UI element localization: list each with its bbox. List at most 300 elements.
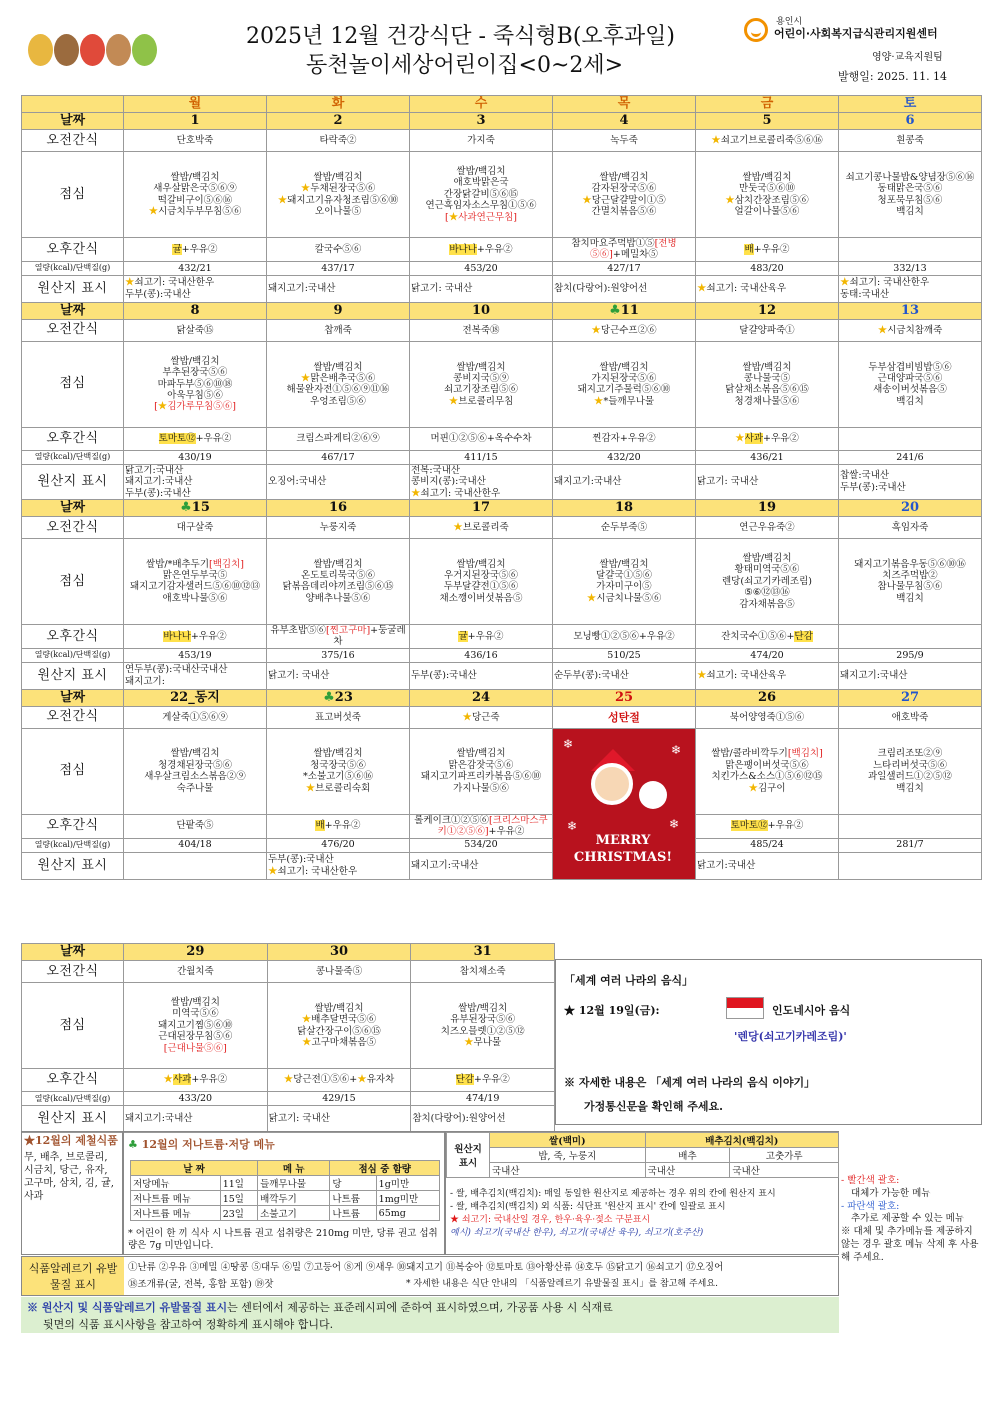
am-snack-cell: ★시금치참깨죽 xyxy=(839,319,982,341)
kcal-label: 열량(kcal)/단백질(g) xyxy=(22,1092,124,1106)
kcal-cell: 427/17 xyxy=(553,261,696,275)
pm-snack-cell: ★사과+우유② xyxy=(696,427,839,450)
lunch-cell: 쌀밥/백김치 유부된장국⑤⑥ 치즈오믈렛①②⑤⑫ ★무나물 xyxy=(411,983,555,1069)
menu-calendar-week5 xyxy=(21,943,555,1133)
date-cell: 24 xyxy=(410,689,553,706)
lunch-cell: 쌀밥/백김치 ★맑은배추국⑤⑥ 해물완자전①⑤⑥⑨⑪⑯ 우엉조림⑤⑥ xyxy=(267,341,410,427)
pm-snack-label: 오후간식 xyxy=(22,1069,124,1092)
allergy-note: * 자세한 내용은 식단 안내의 「식품알레르기 유발물질 표시」를 참고해 주세요. xyxy=(406,1279,718,1289)
kcal-label: 열량(kcal)/단백질(g) xyxy=(22,450,124,464)
date-cell: 13 xyxy=(839,302,982,319)
indonesia-flag-icon xyxy=(726,997,764,1019)
date-cell: 18 xyxy=(553,499,696,516)
star-icon: ★ xyxy=(301,1036,312,1048)
legend-red-desc: 대체가 가능한 메뉴 xyxy=(851,1187,931,1199)
origin-cell: 연두부(콩):국내산국내산 돼지고기: xyxy=(124,662,267,689)
am-snack-cell: 누룽지죽 xyxy=(267,516,410,538)
col-amount: 점심 중 함량 xyxy=(330,1161,440,1176)
am-snack-cell: ★쇠고기브로콜리죽⑤⑥⑯ xyxy=(696,130,839,152)
kcal-cell: 467/17 xyxy=(267,450,410,464)
legend-blue-label: - 파란색 괄호: xyxy=(841,1200,900,1212)
table-row xyxy=(131,1206,440,1221)
pm-snack-cell: 잔치국수①⑤⑥+단감 xyxy=(696,624,839,648)
cell: 15일 xyxy=(220,1191,257,1206)
pm-snack-cell: ★당근전①⑤⑥+★유자차 xyxy=(267,1069,411,1092)
footer-bold: ※ 원산지 및 식품알레르기 유발물질 표시 xyxy=(27,1301,228,1314)
footer-text: 는 센터에서 제공하는 표준레시피에 준하여 표시하였으며, 가공품 사용 시 식재료 xyxy=(227,1301,613,1314)
legend-note: ※ 대체 및 추가메뉴를 제공하지 않는 경우 괄호 메뉴 삭제 후 사용해 주세요. xyxy=(841,1226,979,1263)
allergy-box xyxy=(21,1256,839,1296)
am-snack-cell: 북어양영죽①⑤⑥ xyxy=(696,706,839,728)
origin-cell: 닭고기: 국내산 xyxy=(696,464,839,499)
kcal-cell: 474/20 xyxy=(696,648,839,662)
star-icon: ★ xyxy=(840,277,850,289)
am-snack-cell: ★당근수프②⑥ xyxy=(553,319,696,341)
footer-note xyxy=(21,1297,839,1333)
pm-snack-cell: 칼국수⑤⑥ xyxy=(267,238,410,262)
origin-cell: 순두부(콩):국내산 xyxy=(553,662,696,689)
star-icon: ★ xyxy=(464,1036,474,1048)
origin-cell: 찹쌀:국내산 두부(콩):국내산 xyxy=(839,464,982,499)
date-cell: ♣23 xyxy=(267,689,410,706)
world-food-date: ★ 12월 19일(금): xyxy=(564,1004,660,1017)
lunch-cell: 크림리조또②⑨ 느타리버섯국⑤⑥ 과일샐러드①②⑤⑫ 백김치 xyxy=(839,728,982,814)
mascot-icon xyxy=(28,34,53,66)
am-snack-cell: 단호박죽 xyxy=(124,130,267,152)
lunch-label: 점심 xyxy=(22,538,124,624)
snowflake-icon: ❄ xyxy=(671,742,682,757)
am-snack-label: 오전간식 xyxy=(22,130,124,152)
star-icon: ★ xyxy=(448,211,459,223)
date-label: 날짜 xyxy=(22,944,124,961)
am-snack-label: 오전간식 xyxy=(22,706,124,728)
lunch-cell: 쌀밥/백김치 애호박맑은국 간장닭갈비⑤⑥⑮ 연근흑임자소스무침①⑤⑥ [★사과연근무침] xyxy=(410,152,553,238)
star-icon: ★ xyxy=(697,283,707,295)
kcal-cell: 476/20 xyxy=(267,838,410,852)
date-cell: 1 xyxy=(124,113,267,130)
lunch-label: 점심 xyxy=(22,152,124,238)
date-cell: 5 xyxy=(696,113,839,130)
star-icon: ★ xyxy=(277,194,288,206)
date-cell: 22_동지 xyxy=(124,689,267,706)
kcal-cell: 281/7 xyxy=(839,838,982,852)
legend-blue-desc: 추가로 제공할 수 있는 메뉴 xyxy=(851,1213,965,1225)
am-snack-cell: 흑임자죽 xyxy=(839,516,982,538)
page-title: 2025년 12월 건강식단 - 죽식형B(오후과일) xyxy=(246,24,675,49)
am-snack-cell: 찹깨죽 xyxy=(267,319,410,341)
holiday-label: 성탄절 xyxy=(553,706,696,728)
kcal-cell: 432/20 xyxy=(553,450,696,464)
origin-cell: 두부(콩):국내산 xyxy=(410,662,553,689)
pm-snack-cell: 귤+우유② xyxy=(410,624,553,648)
low-sodium-note: * 어린이 한 끼 식사 시 나트륨 권고 섭취량은 210mg 미만, 당류 권고 섭취량은 7g 미만입니다. xyxy=(128,1228,438,1252)
lunch-label: 점심 xyxy=(22,983,124,1069)
star-icon: ★ xyxy=(593,395,604,407)
origin-cell: 돼지고기:국내산 xyxy=(553,464,696,499)
kcal-cell: 453/19 xyxy=(124,648,267,662)
star-icon: ★ xyxy=(305,782,316,794)
allergy-list: ①난류 ②우유 ③메밀 ④땅콩 ⑤대두 ⑥밀 ⑦고등어 ⑧게 ⑨새우 ⑩돼지고기 ⑪복숭아 ⑫토마토 ⑬아황산류 ⑭호두 ⑮닭고기 ⑯쇠고기 ⑰오징어 xyxy=(128,1262,724,1273)
lunch-cell: 두부삼겹비빔밥⑤⑥ 근대양파국⑤⑥ 새송이버섯볶음⑤ 백김치 xyxy=(839,341,982,427)
col-date: 날 짜 xyxy=(131,1161,258,1176)
am-snack-cell: 순두부죽⑤ xyxy=(553,516,696,538)
christmas-text xyxy=(553,833,693,867)
lunch-cell: 쌀밥/콜라비깍두기[백김치] 맑은팽이버섯국⑤⑥ 치킨가스&소스①⑤⑥⑫⑮ ★김구이 xyxy=(696,728,839,814)
cell: 11일 xyxy=(220,1176,257,1191)
am-snack-cell: 대구살죽 xyxy=(124,516,267,538)
am-snack-cell: 전복죽⑱ xyxy=(410,319,553,341)
am-snack-cell: 닭살죽⑮ xyxy=(124,319,267,341)
date-cell: 6 xyxy=(839,113,982,130)
origin-cell: 돼지고기:국내산 xyxy=(267,275,410,302)
origin-note: ★ 쇠고기: 국내산일 경우, 한우·육우·젖소 구분표시 xyxy=(450,1215,651,1226)
pm-snack-cell: 배+우유② xyxy=(267,814,410,838)
low-sodium-title xyxy=(128,1136,275,1152)
pm-snack-cell xyxy=(839,814,982,838)
mascot-icon xyxy=(106,34,131,66)
origin-cell: 오징어:국내산 xyxy=(267,464,410,499)
lunch-cell: 쌀밥/백김치 온도토리묵국⑤⑥ 닭볶음데리야끼조림⑤⑥⑮ 양배추나물⑤⑥ xyxy=(267,538,410,624)
star-icon: ★ xyxy=(697,670,707,682)
footer-text-2: 뒷면의 식품 표시사항을 참고하여 정확하게 표시해야 합니다. xyxy=(43,1317,334,1331)
kcal-cell: 485/24 xyxy=(696,838,839,852)
pm-snack-cell xyxy=(839,238,982,262)
table-row xyxy=(131,1191,440,1206)
menu-calendar xyxy=(21,95,982,880)
kcal-cell: 436/16 xyxy=(410,648,553,662)
pm-snack-cell: 단감+우유② xyxy=(411,1069,555,1092)
lunch-cell: 쌀밥/백김치 황태미역국⑤⑥ 렌당(쇠고기카레조림) ⑤⑥⑫⑬⑯ 감자채볶음⑤ xyxy=(696,538,839,624)
pm-snack-cell: 단팥죽⑤ xyxy=(124,814,267,838)
kcal-cell: 375/16 xyxy=(267,648,410,662)
mascot-icon xyxy=(132,34,157,66)
star-icon: ★ xyxy=(357,1074,367,1086)
snowflake-icon: ❄ xyxy=(563,736,574,751)
weekday-2: 수 xyxy=(410,96,553,113)
kcal-cell: 404/18 xyxy=(124,838,267,852)
origin-info-box xyxy=(445,1131,839,1255)
date-label: 날짜 xyxy=(22,113,124,130)
am-snack-cell: 연근우유죽② xyxy=(696,516,839,538)
origin-cell: 전복:국내산 콩비지(콩):국내산 ★쇠고기: 국내산한우 xyxy=(410,464,553,499)
lunch-cell: 쌀밥/백김치 청국장국⑤⑥ *소불고기⑤⑥⑯ ★브로콜리숙회 xyxy=(267,728,410,814)
cell: 고춧가루 xyxy=(730,1148,839,1163)
star-icon: ★ xyxy=(582,194,592,206)
world-food-title: 「세계 여러 나라의 음식」 xyxy=(564,974,694,987)
am-snack-label: 오전간식 xyxy=(22,961,124,983)
pm-snack-cell: 바나나+우유② xyxy=(124,624,267,648)
weekday-5: 토 xyxy=(839,96,982,113)
header xyxy=(0,0,992,94)
origin-cell: ★쇠고기: 국내산육우 xyxy=(696,275,839,302)
org-name: 어린이·사회복지급식관리지원센터 xyxy=(774,27,938,40)
pm-snack-cell xyxy=(839,624,982,648)
origin-cell: 닭고기: 국내산 xyxy=(267,1106,411,1133)
origin-cell: 두부(콩):국내산 ★쇠고기: 국내산한우 xyxy=(267,852,410,879)
santa-icon xyxy=(591,763,633,805)
star-icon: ★ xyxy=(411,487,421,499)
center-name: 동천놀이세상어린이집<0~2세> xyxy=(306,53,624,78)
world-food-box xyxy=(555,959,982,1125)
kcal-cell: 411/15 xyxy=(410,450,553,464)
date-cell: 3 xyxy=(410,113,553,130)
cell: 나트륨 xyxy=(330,1206,376,1221)
cell: 23일 xyxy=(220,1206,257,1221)
star-icon: ★ xyxy=(268,865,278,877)
org-team: 영양·교육지원팀 xyxy=(872,52,943,63)
date-cell: 27 xyxy=(839,689,982,706)
star-icon: ★ xyxy=(448,395,459,407)
date-label: 날짜 xyxy=(22,302,124,319)
pm-snack-cell: 바나나+우유② xyxy=(410,238,553,262)
seasonal-items: 무, 배추, 브로콜리, 시금치, 당근, 유자, 고구마, 삼치, 김, 귤, 사과 xyxy=(24,1152,114,1203)
cell: 나트륨 xyxy=(330,1191,376,1206)
kcal-cell: 429/15 xyxy=(267,1092,411,1106)
date-cell: 30 xyxy=(267,944,411,961)
pm-snack-cell: 유부초밥⑤⑥[찐고구마]+둥굴레차 xyxy=(267,624,410,648)
star-icon: ★ xyxy=(283,1074,294,1086)
star-icon: ★ xyxy=(735,433,745,445)
kcal-label: 열량(kcal)/단백질(g) xyxy=(22,838,124,852)
weekday-0: 월 xyxy=(124,96,267,113)
star-icon: ★ xyxy=(453,521,463,533)
date-cell: 17 xyxy=(410,499,553,516)
date-cell: 12 xyxy=(696,302,839,319)
star-icon: ★ xyxy=(301,1014,312,1026)
origin-cell: 돼지고기:국내산 xyxy=(839,662,982,689)
origin-label: 원산지 표시 xyxy=(22,662,124,689)
star-icon: ★ xyxy=(591,324,601,336)
christmas-card xyxy=(553,728,696,879)
seasonal-food-box xyxy=(21,1131,123,1255)
pm-snack-cell: 귤+우유② xyxy=(124,238,267,262)
pm-snack-label: 오후간식 xyxy=(22,427,124,450)
date-cell: 19 xyxy=(696,499,839,516)
world-food-note2: 가정통신문을 확인해 주세요. xyxy=(584,1100,723,1113)
origin-cell: 닭고기:국내산 돼지고기:국내산 두부(콩):국내산 xyxy=(124,464,267,499)
cell: 65mg xyxy=(376,1206,439,1221)
pm-snack-cell: 찐감자+우유② xyxy=(553,427,696,450)
star-icon: ★ xyxy=(586,592,597,604)
weekday-1: 화 xyxy=(267,96,410,113)
snowman-icon xyxy=(639,781,667,809)
kcal-cell: 510/25 xyxy=(553,648,696,662)
date-cell: 9 xyxy=(267,302,410,319)
pm-snack-cell: ★사과+우유② xyxy=(124,1069,268,1092)
cell: 국내산 xyxy=(730,1163,839,1178)
cell: 국내산 xyxy=(490,1163,646,1178)
cell: 국내산 xyxy=(645,1163,730,1178)
star-icon: ★ xyxy=(163,1074,173,1086)
origin-cell: 닭고기: 국내산 xyxy=(410,275,553,302)
lunch-cell: 쌀밥/백김치 미역국⑤⑥ 돼지고기찜⑤⑥⑩ 근대된장무침⑤⑥ [근대나물⑤⑥] xyxy=(124,983,268,1069)
world-food-country: 인도네시아 음식 xyxy=(772,1004,851,1017)
lunch-cell: 쌀밥/백김치 가지된장국⑤⑥ 돼지고기주물럭⑤⑥⑩ ★*들깨무나물 xyxy=(553,341,696,427)
cell: 1mg미만 xyxy=(376,1191,439,1206)
star-icon: ★ xyxy=(462,711,472,723)
origin-cell: 참치(다랑어):원양어선 xyxy=(411,1106,555,1133)
low-sodium-box xyxy=(123,1131,445,1255)
date-cell: 29 xyxy=(124,944,268,961)
date-cell: 20 xyxy=(839,499,982,516)
lunch-cell: 쌀밥/백김치 콩비지국⑤⑨ 쇠고기장조림⑤⑥ ★브로콜리무침 xyxy=(410,341,553,427)
pm-snack-label: 오후간식 xyxy=(22,814,124,838)
kcal-cell: 453/20 xyxy=(410,261,553,275)
christmas-text-1: MERRY xyxy=(595,832,651,848)
col-menu: 메 뉴 xyxy=(258,1161,330,1176)
org-logo-icon xyxy=(744,18,768,42)
am-snack-label: 오전간식 xyxy=(22,319,124,341)
pm-snack-label: 오후간식 xyxy=(22,238,124,262)
cell: 배추 xyxy=(645,1148,730,1163)
origin-example: 예시) 쇠고기(국내산 한우), 쇠고기(국내산 육우), 쇠고기(호주산) xyxy=(450,1228,704,1239)
cell: 밥, 죽, 누룽지 xyxy=(490,1148,646,1163)
origin-cell: ★쇠고기: 국내산육우 xyxy=(696,662,839,689)
pm-snack-cell: 크림스파게티②⑥⑨ xyxy=(267,427,410,450)
cell: 배깍두기 xyxy=(258,1191,330,1206)
star-icon: ★ xyxy=(725,194,735,206)
rice-header: 쌀(백미) xyxy=(490,1133,646,1148)
origin-label: 원산지 표시 xyxy=(22,275,124,302)
date-cell: 10 xyxy=(410,302,553,319)
date-cell: 31 xyxy=(411,944,555,961)
lunch-cell: 돼지고기볶음우동⑤⑥⑩⑯ 치즈주먹밥② 참나물무침⑤⑥ 백김치 xyxy=(839,538,982,624)
am-snack-cell: 게살죽①⑤⑥⑨ xyxy=(124,706,267,728)
snowflake-icon: ❄ xyxy=(567,818,578,833)
mascot-icon xyxy=(80,34,105,66)
lunch-cell: 쌀밥/백김치 ★두채된장국⑤⑥ ★돼지고기유자청조림⑤⑥⑩ 오이나물⑤ xyxy=(267,152,410,238)
clover-icon: ♣ xyxy=(180,500,192,516)
clover-icon: ♣ xyxy=(128,1138,138,1151)
lunch-cell: 쌀밥/백김치 콩나물국⑤ 닭살채소볶음⑤⑥⑮ 청경채나물⑤⑥ xyxy=(696,341,839,427)
am-snack-cell: 콩나물죽⑤ xyxy=(267,961,411,983)
am-snack-cell: 가지죽 xyxy=(410,130,553,152)
origin-cell xyxy=(124,852,267,879)
origin-cell: 닭고기: 국내산 xyxy=(267,662,410,689)
date-cell: ♣11 xyxy=(553,302,696,319)
am-snack-label: 오전간식 xyxy=(22,516,124,538)
seasonal-title: ★12월의 제철식품 xyxy=(24,1134,118,1147)
am-snack-cell: 표고버섯죽 xyxy=(267,706,410,728)
date-cell: 26 xyxy=(696,689,839,706)
kcal-cell: 432/21 xyxy=(124,261,267,275)
kcal-label: 열량(kcal)/단백질(g) xyxy=(22,261,124,275)
pm-snack-cell: 참치마요주먹밥①⑤[전병⑤⑥]+메밀차⑤ xyxy=(553,238,696,262)
kcal-cell: 437/17 xyxy=(267,261,410,275)
origin-cell: 돼지고기:국내산 xyxy=(124,1106,268,1133)
kcal-cell: 241/6 xyxy=(839,450,982,464)
kcal-cell: 430/19 xyxy=(124,450,267,464)
date-cell: 25 xyxy=(553,689,696,706)
am-snack-cell: 달걀양파죽① xyxy=(696,319,839,341)
origin-table xyxy=(446,1132,839,1178)
date-cell: 8 xyxy=(124,302,267,319)
kcal-cell: 332/13 xyxy=(839,261,982,275)
origin-cell: 참치(다랑어):원양어선 xyxy=(553,275,696,302)
lunch-cell: 쌀밥/백김치 달걀국①⑤⑥ 가자미구이⑤ ★시금치나물⑤⑥ xyxy=(553,538,696,624)
cell: 소불고기 xyxy=(258,1206,330,1221)
am-snack-cell: ★당근죽 xyxy=(410,706,553,728)
lunch-cell: 쌀밥/백김치 감자된장국⑤⑥ ★당근달걀말이①⑤ 간멸치볶음⑤⑥ xyxy=(553,152,696,238)
am-snack-cell: 흰콩죽 xyxy=(839,130,982,152)
origin-label: 원산지 표시 xyxy=(22,464,124,499)
issue-date: 발행일: 2025. 11. 14 xyxy=(838,70,948,83)
star-icon: ★ xyxy=(711,134,721,146)
date-label: 날짜 xyxy=(22,499,124,516)
origin-note: - 쌀, 배추김치(백김치) 외 식품: 식단표 '원산지 표시' 칸에 일괄로 표시 xyxy=(450,1202,726,1213)
cell: 당 xyxy=(330,1176,376,1191)
world-food-dish: '렌당(쇠고기카레조림)' xyxy=(734,1030,847,1043)
pm-snack-cell: 토마토⑫+우유② xyxy=(124,427,267,450)
star-icon: ★ xyxy=(148,205,159,217)
am-snack-cell: 애호박죽 xyxy=(839,706,982,728)
low-sodium-table xyxy=(130,1160,440,1221)
cell: 저당메뉴 xyxy=(131,1176,221,1191)
star-icon: ★ xyxy=(300,183,311,195)
kcal-cell: 534/20 xyxy=(410,838,553,852)
star-icon: ★ xyxy=(877,324,888,336)
date-cell: 4 xyxy=(553,113,696,130)
table-row xyxy=(131,1176,440,1191)
legend-red-label: - 빨간색 괄호: xyxy=(841,1175,900,1186)
am-snack-cell: 간월치죽 xyxy=(124,961,268,983)
weekday-3: 목 xyxy=(553,96,696,113)
lunch-cell: 쌀밥/백김치 우거지된장국⑤⑥ 두부달걀전①⑤⑥ 채소깽이버섯볶음⑤ xyxy=(410,538,553,624)
date-cell: 16 xyxy=(267,499,410,516)
kcal-cell: 483/20 xyxy=(696,261,839,275)
mascot-icon xyxy=(54,34,79,66)
snowflake-icon: ❄ xyxy=(669,816,680,831)
cell: 들깨무나물 xyxy=(258,1176,330,1191)
cell: 저나트륨 메뉴 xyxy=(131,1191,221,1206)
kcal-label: 열량(kcal)/단백질(g) xyxy=(22,648,124,662)
lunch-cell: 쌀밥/백김치 맑은감잣국⑤⑥ 돼지고기파프리카볶음⑤⑥⑩ 가지나물⑤⑥ xyxy=(410,728,553,814)
lunch-cell: 쌀밥/백김치 청경채된장국⑤⑥ 새우살크림소스볶음②⑨ 숙주나물 xyxy=(124,728,267,814)
weekday-4: 금 xyxy=(696,96,839,113)
lunch-cell: 쌀밥/*배추두기[백김치] 맑은연두부국⑤ 돼지고기감자샐러드⑤⑥⑩⑫⑬ 애호박나물⑤⑥ xyxy=(124,538,267,624)
origin-cell: ★쇠고기: 국내산한우 두부(콩):국내산 xyxy=(124,275,267,302)
pm-snack-cell: 머핀①②⑤⑥+옥수수차 xyxy=(410,427,553,450)
origin-cell: ★쇠고기: 국내산한우 동태:국내산 xyxy=(839,275,982,302)
pm-snack-cell: 롤케이크①②⑤⑥[크리스마스쿠키①②⑤⑥]+우유② xyxy=(410,814,553,838)
allergy-list-2: ⑱조개류(굴, 전복, 홍합 포함) ⑲잣 xyxy=(128,1279,274,1290)
am-snack-cell: 타락죽② xyxy=(267,130,410,152)
world-food-note: ※ 자세한 내용은 「세계 여러 나라의 음식 이야기」 xyxy=(564,1076,816,1089)
bracket-legend xyxy=(839,1175,984,1287)
cell: 저나트륨 메뉴 xyxy=(131,1206,221,1221)
pm-snack-label: 오후간식 xyxy=(22,624,124,648)
star-icon: ★ xyxy=(748,782,758,794)
date-cell: 2 xyxy=(267,113,410,130)
origin-label: 원산지 표시 xyxy=(447,1133,490,1178)
kcal-cell: 436/21 xyxy=(696,450,839,464)
clover-icon: ♣ xyxy=(323,689,335,705)
am-snack-cell: 녹두죽 xyxy=(553,130,696,152)
clover-icon: ♣ xyxy=(609,302,621,318)
am-snack-cell: 참치채소죽 xyxy=(411,961,555,983)
kcal-cell: 433/20 xyxy=(124,1092,268,1106)
cell: 1g미만 xyxy=(376,1176,439,1191)
origin-cell: 닭고기:국내산 xyxy=(696,852,839,879)
kcal-cell: 474/19 xyxy=(411,1092,555,1106)
pm-snack-cell xyxy=(839,427,982,450)
corner-cell xyxy=(22,96,124,113)
origin-cell xyxy=(839,852,982,879)
kimchi-header: 배추김치(백김치) xyxy=(645,1133,838,1148)
lunch-cell: 쌀밥/백김치 부추된장국⑤⑥ 마파두부⑤⑥⑩⑱ 아욱무침⑤⑥ [★김가루무침⑤⑥] xyxy=(124,341,267,427)
origin-label: 원산지 표시 xyxy=(22,1106,124,1133)
allergy-label: 식품알레르기 유발물질 표시 xyxy=(22,1257,124,1295)
